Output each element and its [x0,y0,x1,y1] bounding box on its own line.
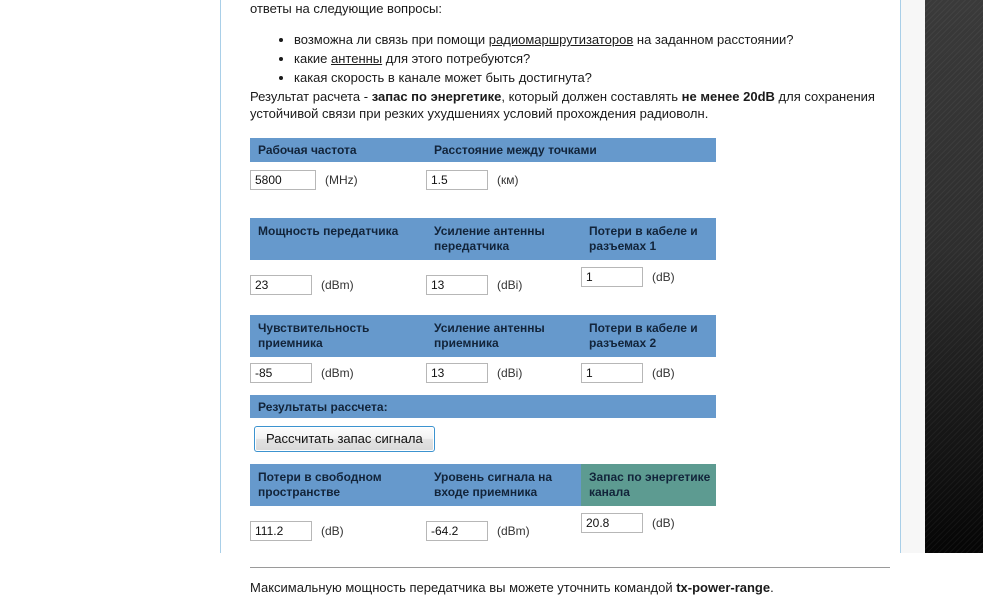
header-link-margin: Запас по энергетике канала [581,464,716,506]
input-rx-sensitivity[interactable] [250,363,312,383]
results-section-header: Результаты рассчета: [250,395,716,418]
input-rx-antenna-gain[interactable] [426,363,488,383]
unit-db: (dB) [652,516,675,530]
input-free-space-loss[interactable] [250,521,312,541]
calculate-signal-margin-button[interactable]: Рассчитать запас сигнала [254,426,435,452]
bottom-note-command: tx-power-range [676,580,771,595]
header-distance: Расстояние между точками [426,138,716,162]
result-bold2: не менее 20dB [681,89,775,104]
header-rx-signal-level: Уровень сигнала на входе приемника [426,464,581,506]
header-free-space-loss: Потери в свободном пространстве [250,464,426,506]
freq-inputs-row [250,170,716,190]
unit-dbm: (dBm) [497,524,530,538]
field-link-margin [581,513,675,533]
field-tx-antenna-gain [426,275,581,295]
result-part2: , который должен составлять [501,89,682,104]
result-part3: для сохранения устойчивой связи при резких ухудшениях условий прохождения радиоволн. [250,89,875,121]
unit-dbi: (dBi) [497,366,523,380]
spacer [250,190,716,218]
tx-headers-row [250,218,716,260]
bottom-note-part2: . [770,580,774,595]
spacer [250,295,716,315]
result-bold1: запас по энергетике [371,89,502,104]
unit-db: (dB) [321,524,344,538]
header-rx-sensitivity: Чувствительность приемника [250,315,426,357]
spacer [250,383,716,395]
section-divider [250,567,890,568]
input-working-frequency[interactable] [250,170,316,190]
input-tx-antenna-gain[interactable] [426,275,488,295]
field-rx-sensitivity [250,363,426,383]
result-paragraph [250,88,878,122]
field-tx-cable-loss [581,267,675,287]
question-pre: возможна ли связь при помощи [294,32,489,47]
unit-km: (км) [497,173,519,187]
results-headers-row [250,464,716,506]
results-block [250,464,716,541]
unit-db: (dB) [652,270,675,284]
intro-tail-text: ответы на следующие вопросы: [250,1,442,16]
page-gutter [901,0,925,553]
unit-db: (dB) [652,366,675,380]
tx-block [250,218,716,295]
field-free-space-loss [250,521,426,541]
rx-block [250,315,716,383]
list-item [294,50,878,68]
link-antennas[interactable]: антенны [331,51,383,66]
freq-headers-row [250,138,716,162]
header-tx-antenna-gain: Усиление антенны передатчика [426,218,581,260]
unit-dbm: (dBm) [321,278,354,292]
input-rx-signal-level[interactable] [426,521,488,541]
header-rx-cable-loss: Потери в кабеле и разъемах 2 [581,315,716,357]
input-tx-cable-loss[interactable] [581,267,643,287]
bottom-note [250,579,878,596]
field-tx-power [250,275,426,295]
link-budget-calculator [250,138,716,541]
unit-mhz: (MHz) [325,173,358,187]
spacer [250,452,716,464]
question-post: на заданном расстоянии? [633,32,794,47]
question-pre: какие [294,51,331,66]
result-part1: Результат расчета - [250,89,372,104]
field-distance [426,170,519,190]
question-list [250,31,878,87]
input-distance[interactable] [426,170,488,190]
header-tx-cable-loss: Потери в кабеле и разъемах 1 [581,218,716,260]
bottom-note-part1: Максимальную мощность передатчика вы можете уточнить командой [250,580,677,595]
link-radiorouters[interactable]: радиомаршрутизаторов [488,32,634,47]
article-content [221,0,900,595]
input-tx-power[interactable] [250,275,312,295]
question-pre: какая скорость в канале может быть достигнута? [294,70,592,85]
left-empty-pane [0,0,220,553]
unit-dbi: (dBi) [497,278,523,292]
field-rx-cable-loss [581,363,716,383]
question-post: для этого потребуются? [382,51,531,66]
rx-headers-row [250,315,716,357]
unit-dbm: (dBm) [321,366,354,380]
rx-inputs-row [250,363,716,383]
list-item [294,31,878,49]
header-working-frequency: Рабочая частота [250,138,426,162]
field-rx-antenna-gain [426,363,581,383]
header-tx-power: Мощность передатчика [250,218,426,260]
field-rx-signal-level [426,521,581,541]
header-rx-antenna-gain: Усиление антенны приемника [426,315,581,357]
field-working-frequency [250,170,426,190]
input-link-margin[interactable] [581,513,643,533]
list-item [294,69,878,87]
input-rx-cable-loss[interactable] [581,363,643,383]
dark-background-panel [925,0,983,553]
